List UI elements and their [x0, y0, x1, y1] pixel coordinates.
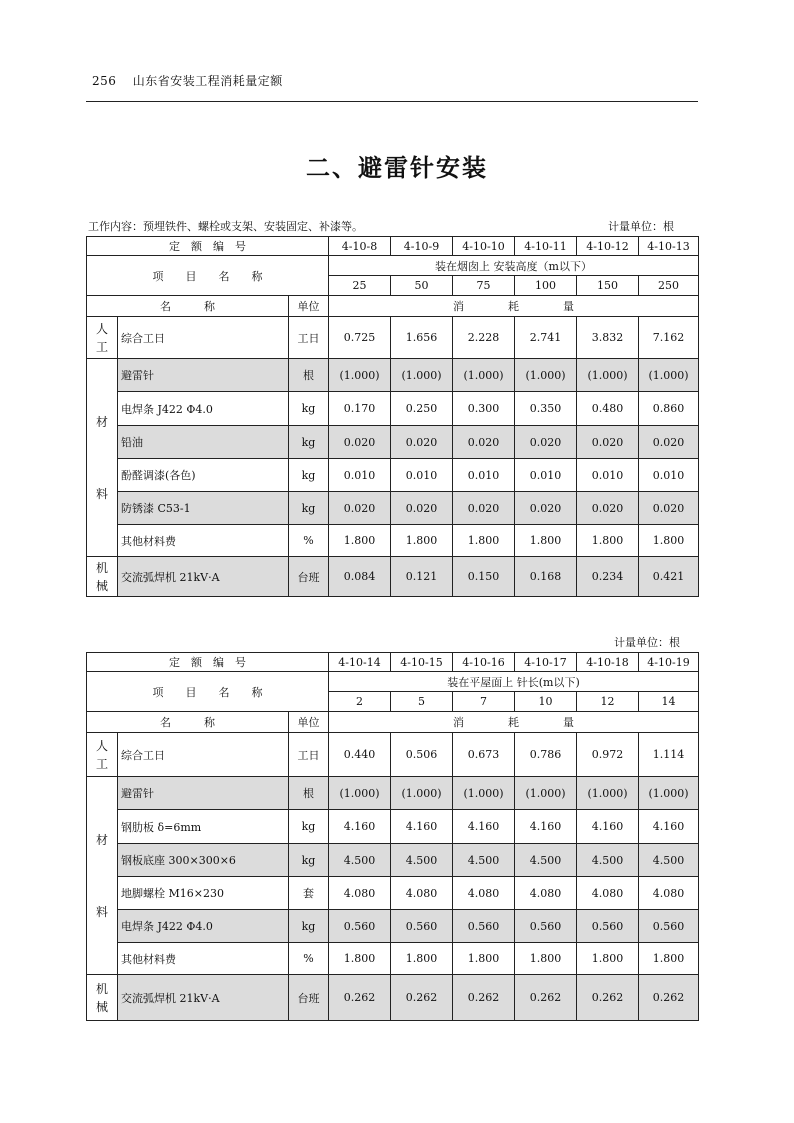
- quota-code: 4-10-18: [577, 653, 639, 672]
- consumption-value: 0.262: [577, 975, 639, 1021]
- consumption-value: 4.160: [515, 810, 577, 844]
- consumption-value: (1.000): [391, 359, 453, 392]
- consumption-value: 0.020: [391, 492, 453, 525]
- consumption-value: 4.500: [391, 844, 453, 877]
- consumption-value: 3.832: [577, 317, 639, 359]
- table-row: [87, 810, 699, 844]
- consumption-value: (1.000): [639, 359, 699, 392]
- consumption-value: 0.560: [391, 910, 453, 943]
- consumption-value: 0.560: [515, 910, 577, 943]
- resource-name: 酚醛调漆(各色): [118, 459, 289, 492]
- param-value: 50: [391, 276, 453, 296]
- quota-code: 4-10-16: [453, 653, 515, 672]
- unit-note-2: 计量单位：根: [614, 636, 680, 649]
- quota-code: 4-10-14: [329, 653, 391, 672]
- resource-name: 电焊条 J422 Φ4.0: [118, 910, 289, 943]
- consumption-value: 0.010: [639, 459, 699, 492]
- consumption-value: 0.010: [391, 459, 453, 492]
- quota-code: 4-10-17: [515, 653, 577, 672]
- resource-unit: kg: [289, 459, 329, 492]
- consumption-value: 0.421: [639, 557, 699, 597]
- table-row: [87, 777, 699, 810]
- category-label: 装在平屋面上 针长(m以下): [329, 672, 699, 692]
- consumption-value: 1.800: [453, 943, 515, 975]
- param-value: 7: [453, 692, 515, 712]
- consumption-value: 0.860: [639, 392, 699, 426]
- consumption-value: 1.800: [453, 525, 515, 557]
- consumption-value: (1.000): [453, 359, 515, 392]
- consumption-value: 1.800: [515, 943, 577, 975]
- consumption-value: 1.800: [577, 943, 639, 975]
- category-label: 装在烟囱上 安装高度（m以下）: [329, 256, 699, 276]
- resource-unit: 根: [289, 359, 329, 392]
- consumption-value: 0.020: [391, 426, 453, 459]
- resource-unit: kg: [289, 844, 329, 877]
- consumption-value: 0.560: [329, 910, 391, 943]
- consumption-value: 0.262: [453, 975, 515, 1021]
- consumption-value: 0.010: [515, 459, 577, 492]
- consumption-value: 0.350: [515, 392, 577, 426]
- consumption-value: (1.000): [329, 777, 391, 810]
- item-label: 项 目 名 称: [87, 672, 329, 712]
- consumption-value: (1.000): [391, 777, 453, 810]
- consumption-value: 0.506: [391, 733, 453, 777]
- consumption-value: 4.080: [639, 877, 699, 910]
- item-row: [87, 256, 699, 276]
- group-label: 人 工: [87, 733, 118, 777]
- consumption-value: 0.262: [391, 975, 453, 1021]
- table-row: [87, 910, 699, 943]
- resource-name: 地脚螺栓 M16×230: [118, 877, 289, 910]
- consumption-value: 4.080: [453, 877, 515, 910]
- consumption-value: 0.440: [329, 733, 391, 777]
- consumption-value: (1.000): [577, 777, 639, 810]
- resource-unit: %: [289, 943, 329, 975]
- consumption-value: 7.162: [639, 317, 699, 359]
- consumption-value: 4.500: [515, 844, 577, 877]
- consumption-value: 1.800: [515, 525, 577, 557]
- consumption-value: 4.500: [453, 844, 515, 877]
- param-value: 14: [639, 692, 699, 712]
- consumption-value: 0.150: [453, 557, 515, 597]
- consumption-value: 0.168: [515, 557, 577, 597]
- consumption-value: (1.000): [453, 777, 515, 810]
- resource-unit: 工日: [289, 317, 329, 359]
- resource-name: 钢肋板 δ=6mm: [118, 810, 289, 844]
- param-value: 250: [639, 276, 699, 296]
- quota-code: 4-10-13: [639, 237, 699, 256]
- book-title: 山东省安装工程消耗量定额: [132, 74, 283, 88]
- consumption-value: 4.500: [577, 844, 639, 877]
- quota-code: 4-10-12: [577, 237, 639, 256]
- consumption-value: 0.560: [577, 910, 639, 943]
- consumption-value: 0.010: [453, 459, 515, 492]
- consumption-value: (1.000): [577, 359, 639, 392]
- consumption-value: 1.656: [391, 317, 453, 359]
- table-row: [87, 733, 699, 777]
- column-header-row: [87, 296, 699, 317]
- unit-note-1: 计量单位：根: [608, 220, 674, 233]
- consumption-value: 0.010: [329, 459, 391, 492]
- consumption-value: 0.262: [515, 975, 577, 1021]
- quota-code: 4-10-19: [639, 653, 699, 672]
- consumption-value: 0.020: [577, 492, 639, 525]
- table-row: [87, 975, 699, 1021]
- codes-row: [87, 653, 699, 672]
- consumption-value: 0.234: [577, 557, 639, 597]
- consumption-value: 4.160: [453, 810, 515, 844]
- table-row: [87, 877, 699, 910]
- resource-name: 钢板底座 300×300×6: [118, 844, 289, 877]
- consumption-value: 1.800: [391, 525, 453, 557]
- consumption-value: 2.228: [453, 317, 515, 359]
- col-unit-header: 单位: [289, 712, 329, 733]
- quota-code: 4-10-15: [391, 653, 453, 672]
- consumption-value: 0.300: [453, 392, 515, 426]
- col-unit-header: 单位: [289, 296, 329, 317]
- consumption-value: 1.114: [639, 733, 699, 777]
- consumption-value: 0.020: [515, 492, 577, 525]
- consumption-value: 0.725: [329, 317, 391, 359]
- consumption-value: 0.020: [329, 426, 391, 459]
- resource-unit: kg: [289, 910, 329, 943]
- resource-name: 其他材料费: [118, 525, 289, 557]
- consumption-value: 0.020: [515, 426, 577, 459]
- consumption-value: 0.786: [515, 733, 577, 777]
- param-value: 150: [577, 276, 639, 296]
- consumption-value: 4.160: [329, 810, 391, 844]
- col-name-header: 名 称: [87, 712, 289, 733]
- consumption-value: 4.080: [577, 877, 639, 910]
- consumption-value: 0.170: [329, 392, 391, 426]
- consumption-value: 4.160: [639, 810, 699, 844]
- consumption-value: 1.800: [639, 525, 699, 557]
- consumption-value: 0.020: [639, 426, 699, 459]
- table-row: [87, 557, 699, 597]
- resource-unit: 根: [289, 777, 329, 810]
- consumption-value: 0.010: [577, 459, 639, 492]
- consumption-value: 0.673: [453, 733, 515, 777]
- consumption-value: 0.084: [329, 557, 391, 597]
- work-content: 工作内容：预埋铁件、螺栓或支架、安装固定、补漆等。: [88, 220, 363, 233]
- consumption-value: 0.121: [391, 557, 453, 597]
- table-row: [87, 392, 699, 426]
- consumption-value: 1.800: [639, 943, 699, 975]
- codes-label: 定 额 编 号: [87, 653, 329, 672]
- consumption-value: 2.741: [515, 317, 577, 359]
- consumption-value: 4.080: [391, 877, 453, 910]
- item-label: 项 目 名 称: [87, 256, 329, 296]
- header-rule: [86, 101, 698, 102]
- resource-name: 避雷针: [118, 359, 289, 392]
- consumption-value: 0.262: [329, 975, 391, 1021]
- resource-unit: kg: [289, 492, 329, 525]
- table-row: [87, 426, 699, 459]
- param-value: 10: [515, 692, 577, 712]
- quota-code: 4-10-11: [515, 237, 577, 256]
- consumption-value: 4.080: [515, 877, 577, 910]
- table-row: [87, 525, 699, 557]
- table-row: [87, 317, 699, 359]
- resource-name: 避雷针: [118, 777, 289, 810]
- consumption-value: 4.160: [391, 810, 453, 844]
- param-value: 75: [453, 276, 515, 296]
- param-value: 100: [515, 276, 577, 296]
- item-row: [87, 672, 699, 692]
- column-header-row: [87, 712, 699, 733]
- consumption-value: 0.972: [577, 733, 639, 777]
- group-label: 材 料: [87, 777, 118, 975]
- section-title: 二、避雷针安装: [306, 154, 488, 182]
- col-consume-header: 消 耗 量: [329, 296, 699, 317]
- col-consume-header: 消 耗 量: [329, 712, 699, 733]
- consumption-value: 0.020: [453, 492, 515, 525]
- resource-unit: 台班: [289, 975, 329, 1021]
- resource-unit: kg: [289, 810, 329, 844]
- consumption-value: 1.800: [329, 525, 391, 557]
- consumption-value: 4.160: [577, 810, 639, 844]
- group-label: 机 械: [87, 557, 118, 597]
- resource-name: 电焊条 J422 Φ4.0: [118, 392, 289, 426]
- table-row: [87, 844, 699, 877]
- consumption-value: (1.000): [639, 777, 699, 810]
- consumption-value: (1.000): [329, 359, 391, 392]
- consumption-value: 0.020: [577, 426, 639, 459]
- table-row: [87, 459, 699, 492]
- consumption-value: 0.020: [453, 426, 515, 459]
- resource-name: 交流弧焊机 21kV·A: [118, 975, 289, 1021]
- codes-label: 定 额 编 号: [87, 237, 329, 256]
- consumption-value: (1.000): [515, 359, 577, 392]
- consumption-value: 0.560: [453, 910, 515, 943]
- consumption-value: 4.500: [329, 844, 391, 877]
- resource-name: 综合工日: [118, 733, 289, 777]
- param-value: 12: [577, 692, 639, 712]
- quota-code: 4-10-8: [329, 237, 391, 256]
- param-value: 25: [329, 276, 391, 296]
- resource-name: 铅油: [118, 426, 289, 459]
- quota-code: 4-10-9: [391, 237, 453, 256]
- resource-name: 交流弧焊机 21kV·A: [118, 557, 289, 597]
- consumption-value: 1.800: [329, 943, 391, 975]
- group-label: 材 料: [87, 359, 118, 557]
- resource-unit: %: [289, 525, 329, 557]
- table-row: [87, 943, 699, 975]
- consumption-value: 0.560: [639, 910, 699, 943]
- resource-unit: 台班: [289, 557, 329, 597]
- param-value: 5: [391, 692, 453, 712]
- resource-unit: kg: [289, 426, 329, 459]
- consumption-value: 1.800: [391, 943, 453, 975]
- consumption-value: 1.800: [577, 525, 639, 557]
- consumption-value: 4.080: [329, 877, 391, 910]
- running-header: [92, 72, 283, 89]
- resource-name: 综合工日: [118, 317, 289, 359]
- resource-unit: kg: [289, 392, 329, 426]
- table-row: [87, 359, 699, 392]
- consumption-value: 0.020: [329, 492, 391, 525]
- resource-name: 防锈漆 C53-1: [118, 492, 289, 525]
- table-row: [87, 492, 699, 525]
- quota-code: 4-10-10: [453, 237, 515, 256]
- resource-unit: 套: [289, 877, 329, 910]
- col-name-header: 名 称: [87, 296, 289, 317]
- consumption-value: 0.480: [577, 392, 639, 426]
- consumption-value: 0.262: [639, 975, 699, 1021]
- codes-row: [87, 237, 699, 256]
- resource-name: 其他材料费: [118, 943, 289, 975]
- group-label: 人 工: [87, 317, 118, 359]
- param-value: 2: [329, 692, 391, 712]
- consumption-value: 4.500: [639, 844, 699, 877]
- page-number: 256: [92, 74, 117, 88]
- consumption-value: 0.250: [391, 392, 453, 426]
- group-label: 机 械: [87, 975, 118, 1021]
- quota-table-2: [86, 652, 699, 1021]
- resource-unit: 工日: [289, 733, 329, 777]
- consumption-value: 0.020: [639, 492, 699, 525]
- quota-table-1: [86, 236, 699, 597]
- consumption-value: (1.000): [515, 777, 577, 810]
